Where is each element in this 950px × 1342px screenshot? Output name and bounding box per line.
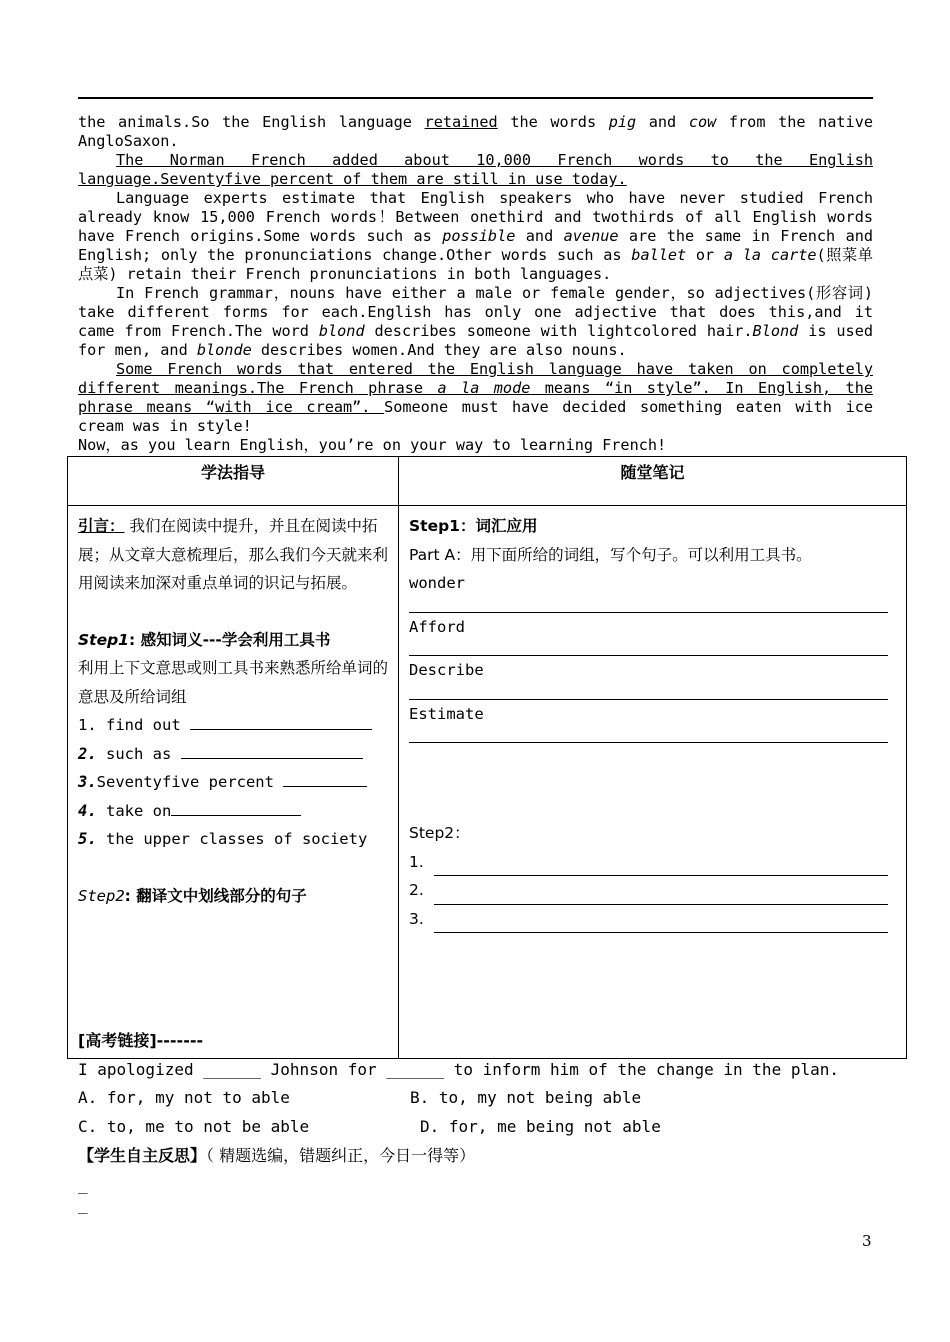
writing-line[interactable] xyxy=(409,641,888,656)
option-c[interactable]: C. to, me to not be able xyxy=(78,1117,310,1137)
options-row xyxy=(78,1084,898,1113)
intro-paragraph: 引言： 我们在阅读中提升，并且在阅读中拓展；从文章大意梳理后，那么我们今天就来利用阅读来加深对重点单词的识记与拓展。 xyxy=(78,517,389,592)
writing-line[interactable] xyxy=(409,685,888,700)
writing-line[interactable] xyxy=(409,598,888,613)
vocab-word: Estimate xyxy=(409,704,484,723)
option-a[interactable]: A. for, my not to able xyxy=(78,1088,290,1108)
translation-row: 3. xyxy=(409,905,888,934)
step2-notes-heading: Step2： xyxy=(409,824,470,842)
passage-paragraph-6: Now，as you learn English，you’re on your way to learning French! xyxy=(78,436,667,454)
study-method-header: 学法指导 xyxy=(200,463,265,482)
exam-link-title: [高考链接]------- xyxy=(78,1031,204,1050)
translation-line[interactable] xyxy=(434,855,888,876)
writing-line[interactable] xyxy=(409,728,888,743)
passage-paragraph-1: the animals.So the English language retained the words pig and cow from the native AngloSaxon. xyxy=(78,113,873,150)
vocab-item: 3.Seventyfive percent xyxy=(78,768,388,797)
reflection-line: 【学生自主反思】（ 精题选编，错题纠正，今日一得等） xyxy=(78,1145,476,1165)
right-header-cell xyxy=(399,457,907,506)
step1-heading: Step1: 感知词义---学会利用工具书 xyxy=(78,630,331,649)
notes-column xyxy=(399,506,907,1059)
translation-line[interactable] xyxy=(434,912,888,933)
vocab-word: wonder xyxy=(409,574,465,592)
vocab-item: 4. take on xyxy=(78,797,388,826)
vocab-word: Describe xyxy=(409,661,484,679)
study-guide-table xyxy=(67,456,907,1059)
left-header-cell xyxy=(68,457,399,506)
translation-row: 1. xyxy=(409,848,888,877)
passage-paragraph-2 xyxy=(78,151,873,189)
part-a-instruction: Part A：用下面所给的词组，写个句子。可以利用工具书。 xyxy=(409,545,812,564)
answer-blank[interactable] xyxy=(181,743,363,759)
passage-paragraph-4: In French grammar，nouns have either a male or female gender，so adjectives(形容词) take different forms for each.English has only one adjective that does this,and it came from French.The word blond describes someone with lightcolored hair.Blond is used for men, and blonde describes women.And they are also nouns. xyxy=(78,284,873,359)
top-rule xyxy=(78,97,873,99)
underlined-sentence: The Norman French added about 10,000 French words to the English language.Seventyfive percent of them are still in use today. xyxy=(78,151,873,188)
underlined-word: retained xyxy=(424,113,498,131)
blank-dash: _ xyxy=(78,1194,88,1214)
exam-link-section xyxy=(78,1027,898,1215)
blank-dash: _ xyxy=(78,1174,88,1194)
option-b[interactable]: B. to, my not being able xyxy=(410,1088,642,1108)
options-row xyxy=(78,1113,898,1142)
page-number: 3 xyxy=(862,1232,872,1250)
passage-paragraph-5: Some French words that entered the English language have taken on completely different meanings.The French phrase a la mode means “in style”. In English, the phrase means “with ice cream”. Someone must have decided something eaten with ice cream was in style! xyxy=(78,360,874,435)
notes-header: 随堂笔记 xyxy=(620,463,685,482)
answer-blank[interactable] xyxy=(283,771,367,787)
vocab-item: 2. such as xyxy=(78,740,388,769)
reading-passage xyxy=(78,113,873,455)
passage-paragraph-3: Language experts estimate that English speakers who have never studied French already know 15,000 French words！Between onethird and twothirds of all English words have French origins.Some words such as possible and avenue are the same in French and English; only the pronunciations change.Other words such as ballet or a la carte(照菜单点菜) retain their French pronunciations in both languages. xyxy=(78,189,874,283)
vocab-item: 1. find out xyxy=(78,711,388,740)
step2-heading: Step2: 翻译文中划线部分的句子 xyxy=(78,886,307,905)
option-d[interactable]: D. for, me being not able xyxy=(420,1117,661,1137)
exam-question: I apologized ______ Johnson for ______ to inform him of the change in the plan. xyxy=(78,1059,839,1079)
study-guide-column xyxy=(68,506,399,1059)
answer-blank[interactable] xyxy=(190,714,372,730)
translation-line[interactable] xyxy=(434,884,888,905)
step1-description: 利用上下文意思或则工具书来熟悉所给单词的意思及所给词组 xyxy=(78,659,389,706)
translation-row: 2. xyxy=(409,876,888,905)
vocab-item: 5. the upper classes of society xyxy=(78,830,368,848)
vocab-word: Afford xyxy=(409,617,465,636)
answer-blank[interactable] xyxy=(171,800,301,816)
vocab-application-heading: Step1：词汇应用 xyxy=(409,517,538,535)
